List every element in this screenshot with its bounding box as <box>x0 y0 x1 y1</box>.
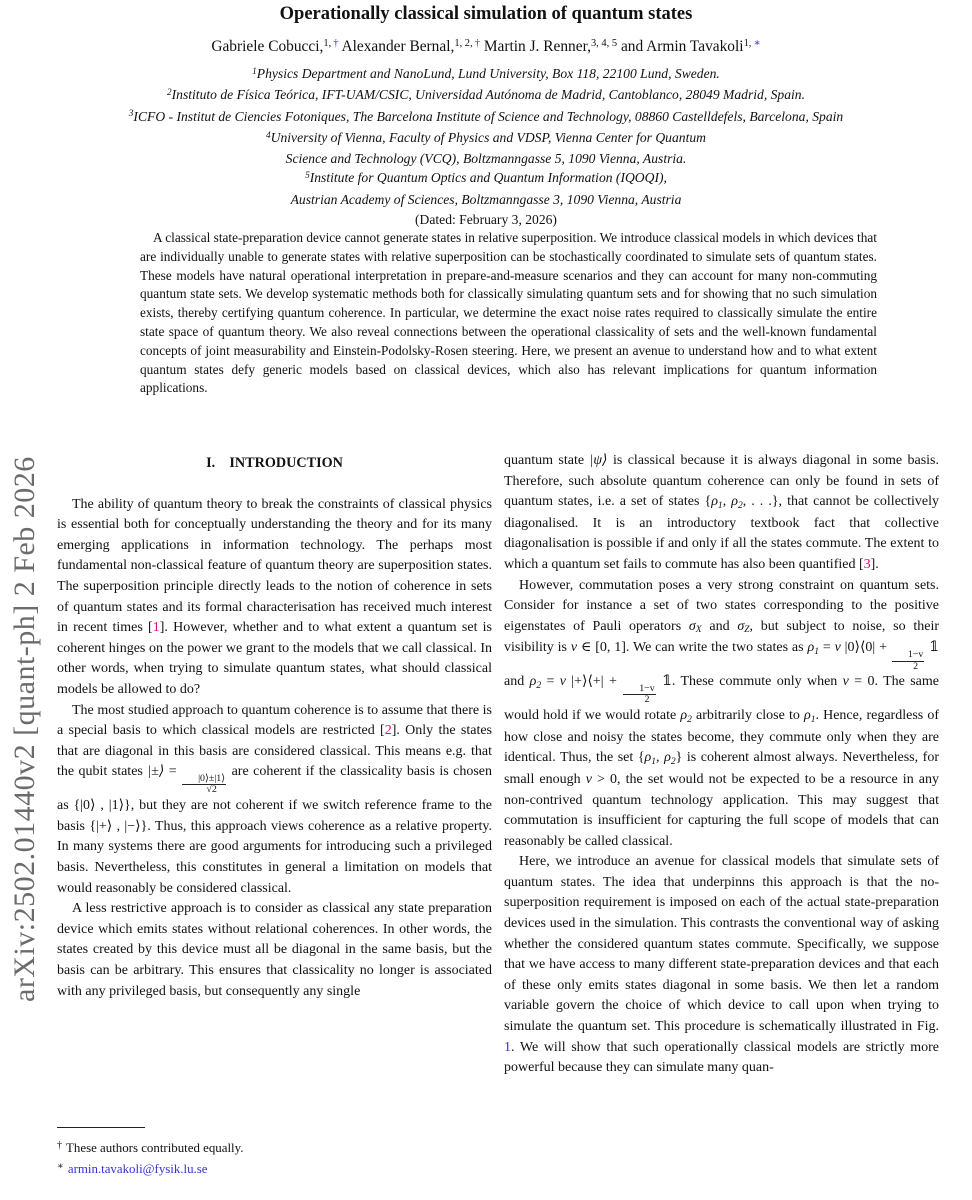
text-segment: ρ <box>529 674 537 690</box>
text-segment: ]. Only the states that are diagonal in this basis are considered classical. This means e.g. that the qubit states <box>57 723 492 780</box>
author-line <box>0 38 972 56</box>
text-segment: v <box>559 674 566 690</box>
text-segment: 1 <box>810 714 816 725</box>
footnote-block <box>57 1127 492 1180</box>
text-segment: 4 <box>266 129 271 140</box>
affiliation-line <box>0 64 972 85</box>
text-segment: 2 <box>167 87 172 98</box>
text-segment: > 0, the set would not be expected to be a resource in any non-contrived quantum technology application. This may suggest that commutation is insufficient for capturing the full scope of models that can reasonably be called classical. <box>504 771 939 849</box>
text-segment: 1, <box>743 38 754 50</box>
text-segment: , <box>656 750 665 766</box>
text-segment: 1, <box>323 38 334 50</box>
text-segment: However, commutation poses a very strong constraint on quantum sets. Consider for instance a set of two states corresponding to the positive eigenstates of Pauli operators <box>504 577 939 634</box>
text-segment: ∈ [0, 1]. We can write the two states as <box>577 640 808 656</box>
text-segment: 2 <box>536 680 542 691</box>
right-column <box>504 451 939 1079</box>
footnote-equal-contribution <box>57 1139 492 1160</box>
text-segment: v <box>842 674 849 690</box>
text-segment: . We will show that such operationally classical models are strictly more powerful because they can simulate many quan- <box>504 1039 939 1076</box>
affiliation-line <box>0 128 972 149</box>
text-segment: Martin J. Renner, <box>479 38 591 55</box>
paragraph <box>57 899 492 1002</box>
text-segment: Austrian Academy of Sciences, Boltzmanngasse 3, 1090 Vienna, Austria <box>290 191 682 207</box>
paper-header <box>0 0 972 229</box>
text-segment: 3, 4, 5 <box>590 38 618 50</box>
citation-link[interactable]: 1 <box>152 620 160 636</box>
text-segment: 2 <box>687 714 692 725</box>
text-segment: Institute for Quantum Optics and Quantum Information (IQOQI), <box>309 170 667 186</box>
text-segment: 2 <box>670 756 676 767</box>
text-segment: quantum state <box>504 453 590 468</box>
text-segment: = <box>541 674 560 690</box>
text-segment: Z <box>744 625 750 636</box>
text-segment: , <box>722 494 732 510</box>
text-segment: ICFO - Institut de Ciencies Fotoniques, The Barcelona Institute of Science and Technology, 08860 Castelldefels, Barcelona, Spain <box>133 108 844 124</box>
text-segment: and Armin Tavakoli <box>617 38 744 55</box>
text-segment: v <box>585 771 592 787</box>
affiliation-line <box>0 85 972 106</box>
text-segment: X <box>695 625 702 636</box>
text-segment: The most studied approach to quantum coherence is to assume that there is a special basis to which classical models are restricted [ <box>57 702 492 739</box>
footnote-email <box>57 1160 492 1181</box>
reference-link[interactable]: 1 <box>504 1039 511 1055</box>
text-segment: Here, we introduce an avenue for classical models that simulate sets of quantum states. The idea that underpinns this approach is that the no-superposition requirement is imposed on each of the actual state-preparation devices used in the simulation. This contrasts the conventional way of asking whether the considered quantum states commute. Specifically, we suppose that we have access to many different state-preparation devices and that each of these only emits states diagonal in some basis. We then let a random variable govern the choice of which device to call upon when trying to simulate the quantum set. This procedure is schematically illustrated in Fig. <box>504 854 939 1035</box>
section-heading-introduction: I. INTRODUCTION <box>206 455 343 471</box>
arxiv-watermark: arXiv:2502.01440v2 [quant-ph] 2 Feb 2026 <box>8 456 41 1002</box>
citation-link[interactable]: 3 <box>863 556 871 572</box>
footnote-rule <box>57 1127 145 1128</box>
text-segment: ρ <box>731 494 738 510</box>
text-segment: ρ <box>803 708 811 724</box>
text-segment: 1 <box>814 647 819 657</box>
text-segment: , . . .}, that cannot be collectively diagonalised. It is an introductory textbook fact that collective diagonalisation is possible if and only if all the states commute. The extent to which a quantum set fails to commute has also been quantified [ <box>504 494 940 572</box>
text-segment: A less restrictive approach is to consider as classical any state preparation device which emits states without relational coherences. In other words, the states created by this device must all be diagonal in the same basis, but the basis can be arbitrary. This ensures that classicality no longer is associated with any privileged basis, but consequently any single <box>57 901 492 999</box>
text-segment: 1 <box>252 65 257 76</box>
text-segment: 𝟙 and <box>504 640 939 690</box>
text-segment: } is coherent almost always. Nevertheless, for small enough <box>504 750 940 787</box>
affiliation-block <box>0 64 972 209</box>
text-segment: ρ <box>680 708 688 724</box>
text-segment: 𝟙. These commute only when <box>656 674 843 690</box>
footnote-marker-link[interactable]: ∗ <box>753 38 761 50</box>
text-segment: Physics Department and NanoLund, Lund University, Box 118, 22100 Lund, Sweden. <box>256 66 720 81</box>
text-segment: arbitrarily close to <box>691 708 804 724</box>
affiliation-line <box>0 107 972 128</box>
text-segment: Instituto de Física Teórica, IFT-UAM/CSIC, Universidad Autónoma de Madrid, Cantoblanco, 28049 Madrid, Spain. <box>171 87 805 103</box>
text-segment: Science and Technology (VCQ), Boltzmanngasse 5, 1090 Vienna, Austria. <box>285 151 687 167</box>
text-segment: |±⟩ <box>147 764 165 780</box>
reference-link[interactable]: armin.tavakoli@fysik.lu.se <box>67 1161 208 1176</box>
text-segment: = <box>818 640 835 656</box>
citation-link[interactable]: 2 <box>384 723 392 739</box>
text-segment: 1 <box>717 500 723 511</box>
text-segment: σ <box>688 618 696 634</box>
text-segment: 1 <box>651 756 657 767</box>
text-segment: † <box>57 1140 63 1152</box>
text-segment: = 0. The same would hold if we would rotate <box>504 674 939 724</box>
paragraph <box>504 852 939 1079</box>
text-segment: These authors contributed equally. <box>66 1141 244 1155</box>
text-segment: 1, 2, <box>454 38 475 50</box>
paragraph <box>504 576 939 853</box>
text-segment: ]. However, whether and to what extent a quantum set is coherent hinges on the power we grant to the models that we call classical. In other words, when trying to simulate quantum states, what should classical models be allowed to do? <box>57 620 493 697</box>
text-segment: University of Vienna, Faculty of Physics and VDSP, Vienna Center for Quantum <box>270 129 706 145</box>
abstract: A classical state-preparation device cannot generate states in relative superposition. We introduce classical models in which devices that are individually unable to generate states with relative superposition can be stochastically coordinated to simulate sets of quantum states. These models have natural operational interpretation in prepare-and-measure scenarios and they can account for many non-commuting quantum state sets. We develop systematic methods both for classically simulating quantum sets and for showing that no such simulation exists, thereby certifying quantum coherence. In particular, we determine the exact noise rates required to classically simulate the entire state space of quantum theory. We also reveal connections between the operational classicality of sets and the well-known fundamental concepts of joint measurability and Einstein-Podolsky-Rosen steering. Here, we present an avenue to understand how and to what extent quantum states defy generic models based on classical devices, which also has relevant implications for quantum information applications. <box>140 230 877 396</box>
paragraph <box>57 701 492 900</box>
text-segment: Gabriele Cobucci, <box>211 38 324 55</box>
text-segment: σ <box>737 618 745 634</box>
text-segment: and <box>701 618 738 634</box>
dated-line: (Dated: February 3, 2026) <box>415 212 557 228</box>
paragraph <box>504 451 939 576</box>
text-segment: v <box>570 640 578 656</box>
paragraph <box>57 495 492 701</box>
text-segment: = <box>164 764 182 780</box>
inline-fraction: $\frac{1-v}{2}$ <box>623 684 656 706</box>
text-segment: . Hence, regardless of how close and noisy the states become, they commute only when they are identical. Thus, the set { <box>504 708 939 766</box>
text-segment: 5 <box>305 170 310 181</box>
text-segment: 3 <box>128 108 134 119</box>
affiliation-line <box>0 149 972 168</box>
text-segment: |0⟩⟨0| + <box>840 640 891 656</box>
text-segment: Alexander Bernal, <box>338 38 455 55</box>
inline-fraction: $\frac{|0⟩\pm|1⟩}{√2}$ <box>182 774 226 796</box>
inline-fraction: $\frac{1-v}{2}$ <box>892 650 925 672</box>
left-column <box>57 451 492 1002</box>
text-segment: |+⟩⟨+| + <box>565 674 623 690</box>
affiliation-line <box>0 190 972 209</box>
text-segment: The ability of quantum theory to break the constraints of classical physics is essential both for conceptually understanding the theory and for its many emerging applications in information technology. The perhaps most fundamental non-classical feature of quantum theory are superposition states. The superposition principle directly leads to the notion of coherence in sets of quantum states and its formal characterisation has received much interest in recent times [ <box>57 496 492 636</box>
text-segment: ρ <box>644 750 652 766</box>
text-segment: v <box>834 640 841 656</box>
text-segment: |ψ⟩ <box>589 453 608 468</box>
text-segment: 2 <box>737 500 743 511</box>
text-segment: ρ <box>664 750 671 766</box>
text-segment: ∗ <box>57 1160 64 1172</box>
footnote-marker-link[interactable]: † <box>333 38 339 50</box>
paper-title: Operationally classical simulation of quantum states <box>279 4 693 24</box>
text-segment: , but subject to noise, so their visibility is <box>504 618 940 656</box>
footnote-marker-link[interactable]: † <box>474 38 480 50</box>
text-segment: ρ <box>711 494 718 510</box>
affiliation-line <box>0 168 972 189</box>
text-segment: is classical because it is always diagonal in some basis. Therefore, such absolute quantum coherence can only be found in sets of quantum states, i.e. a set of states { <box>504 453 939 510</box>
text-segment: ]. <box>870 556 879 572</box>
text-segment: ρ <box>807 640 815 656</box>
text-segment: are coherent if the classicality basis is chosen as {|0⟩ , |1⟩}, but they are not coherent if we switch reference frame to the basis {|+⟩ , |−⟩}. Thus, this approach views coherence as a relative property. In many systems there are good arguments for introducing such a privileged basis. Nevertheless, this constitutes in general a limitation on models that would reasonably be considered classical. <box>57 764 492 896</box>
